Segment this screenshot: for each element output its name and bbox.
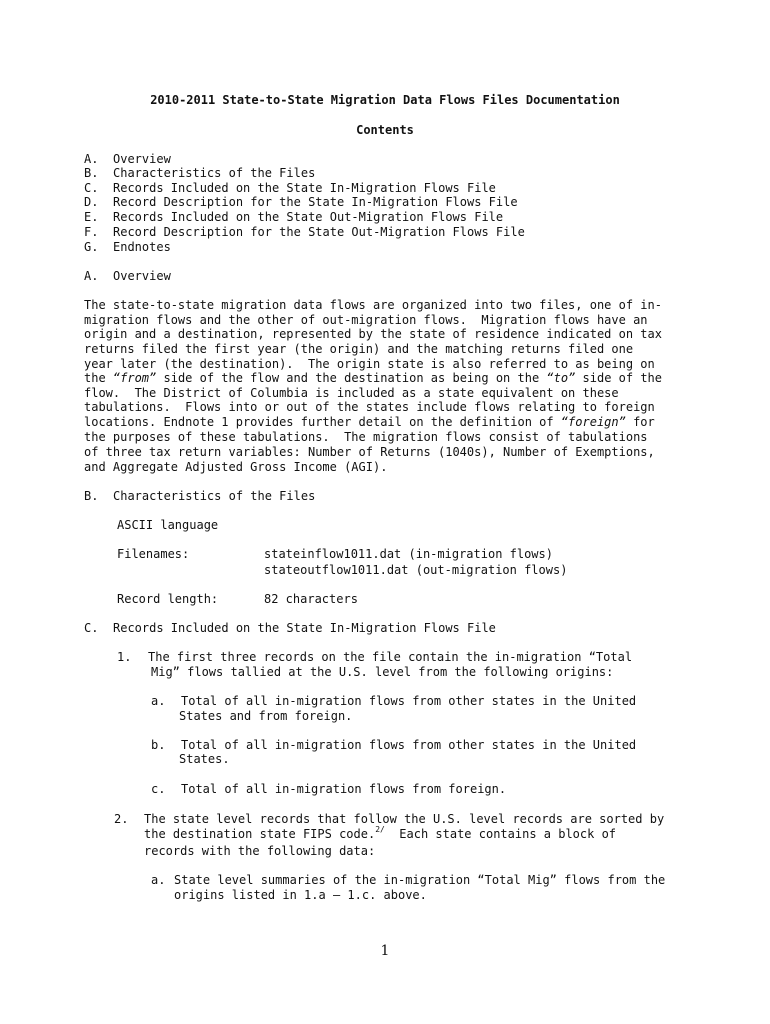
paragraph-line xyxy=(84,371,662,385)
toc-item-out-migration-description: Record Description for the State Out-Migration Flows File xyxy=(113,225,525,239)
item-2a-line: origins listed in 1.a – 1.c. above. xyxy=(174,888,427,902)
toc-item-out-migration-records: Records Included on the State Out-Migration Flows File xyxy=(113,210,504,224)
item-1c-line: Total of all in-migration flows from foreign. xyxy=(181,782,507,796)
text: side of the xyxy=(575,371,663,385)
toc-item-in-migration-description: Record Description for the State In-Migration Flows File xyxy=(113,195,518,209)
text: locations. Endnote 1 provides further detail on the definition of xyxy=(84,415,561,429)
toc-item-in-migration-records: Records Included on the State In-Migration Flows File xyxy=(113,181,496,195)
item-1b-line: States. xyxy=(179,752,230,766)
item-1-marker: 1. xyxy=(117,650,132,664)
item-1a-line: States and from foreign. xyxy=(179,709,353,723)
paragraph-line: of three tax return variables: Number of Returns (1040s), Number of Exemptions, xyxy=(84,445,655,459)
section-a-marker: A. xyxy=(84,269,99,283)
paragraph-line: returns filed the first year (the origin) and the matching returns filed one xyxy=(84,342,634,356)
item-2a-marker: a. xyxy=(151,873,166,887)
italic-text: “from” xyxy=(112,371,157,385)
paragraph-line xyxy=(84,415,655,429)
contents-heading: Contents xyxy=(356,123,414,137)
toc-marker: G. xyxy=(84,240,99,254)
toc-marker: D. xyxy=(84,195,99,209)
item-1-line: The first three records on the file contain the in-migration “Total xyxy=(148,650,633,664)
item-2-line: The state level records that follow the U.S. level records are sorted by xyxy=(144,812,665,826)
endnote-2-reference[interactable]: 2/ xyxy=(375,825,385,834)
toc-marker: E. xyxy=(84,210,99,224)
text: the destination state FIPS code. xyxy=(144,827,376,841)
section-c-heading: Records Included on the State In-Migration Flows File xyxy=(113,621,496,635)
paragraph-line: year later (the destination). The origin state is also referred to as being on xyxy=(84,357,655,371)
toc-marker: B. xyxy=(84,166,99,180)
text: side of the flow and the destination as being on the xyxy=(156,371,547,385)
italic-text: “foreign” xyxy=(560,415,626,429)
paragraph-line: migration flows and the other of out-migration flows. Migration flows have an xyxy=(84,313,648,327)
toc-item-overview: Overview xyxy=(113,152,171,166)
item-2-marker: 2. xyxy=(114,812,129,826)
document-title: 2010-2011 State-to-State Migration Data Flows Files Documentation xyxy=(150,93,620,107)
italic-text: “to” xyxy=(546,371,576,385)
record-length-label: Record length: xyxy=(117,592,219,606)
text: the xyxy=(84,371,113,385)
item-1c-marker: c. xyxy=(151,782,166,796)
item-2-line xyxy=(144,827,616,841)
toc-marker: A. xyxy=(84,152,99,166)
item-1a-marker: a. xyxy=(151,694,166,708)
text: Each state contains a block of xyxy=(384,827,617,841)
text: for xyxy=(625,415,655,429)
item-1-line: Mig” flows tallied at the U.S. level from the following origins: xyxy=(151,665,614,679)
paragraph-line: flow. The District of Columbia is included as a state equivalent on these xyxy=(84,386,619,400)
paragraph-line: The state-to-state migration data flows are organized into two files, one of in- xyxy=(84,298,662,312)
section-b-heading: Characteristics of the Files xyxy=(113,489,316,503)
section-a-heading: Overview xyxy=(113,269,171,283)
toc-item-characteristics: Characteristics of the Files xyxy=(113,166,316,180)
section-b-marker: B. xyxy=(84,489,99,503)
filename-outflow: stateoutflow1011.dat (out-migration flows) xyxy=(264,563,568,577)
paragraph-line: origin and a destination, represented by the state of residence indicated on tax xyxy=(84,327,662,341)
paragraph-line: and Aggregate Adjusted Gross Income (AGI). xyxy=(84,460,388,474)
toc-item-endnotes: Endnotes xyxy=(113,240,171,254)
item-2-line: records with the following data: xyxy=(144,844,376,858)
page-number: 1 xyxy=(380,943,390,959)
section-c-marker: C. xyxy=(84,621,99,635)
item-1b-marker: b. xyxy=(151,738,166,752)
filenames-label: Filenames: xyxy=(117,547,190,561)
paragraph-line: tabulations. Flows into or out of the states include flows relating to foreign xyxy=(84,400,655,414)
item-2a-line: State level summaries of the in-migration “Total Mig” flows from the xyxy=(174,873,666,887)
toc-marker: F. xyxy=(84,225,99,239)
item-1a-line: Total of all in-migration flows from other states in the United xyxy=(181,694,637,708)
ascii-language-text: ASCII language xyxy=(117,518,219,532)
paragraph-line: the purposes of these tabulations. The migration flows consist of tabulations xyxy=(84,430,648,444)
record-length-value: 82 characters xyxy=(264,592,358,606)
filename-inflow: stateinflow1011.dat (in-migration flows) xyxy=(264,547,553,561)
toc-marker: C. xyxy=(84,181,99,195)
item-1b-line: Total of all in-migration flows from other states in the United xyxy=(181,738,637,752)
